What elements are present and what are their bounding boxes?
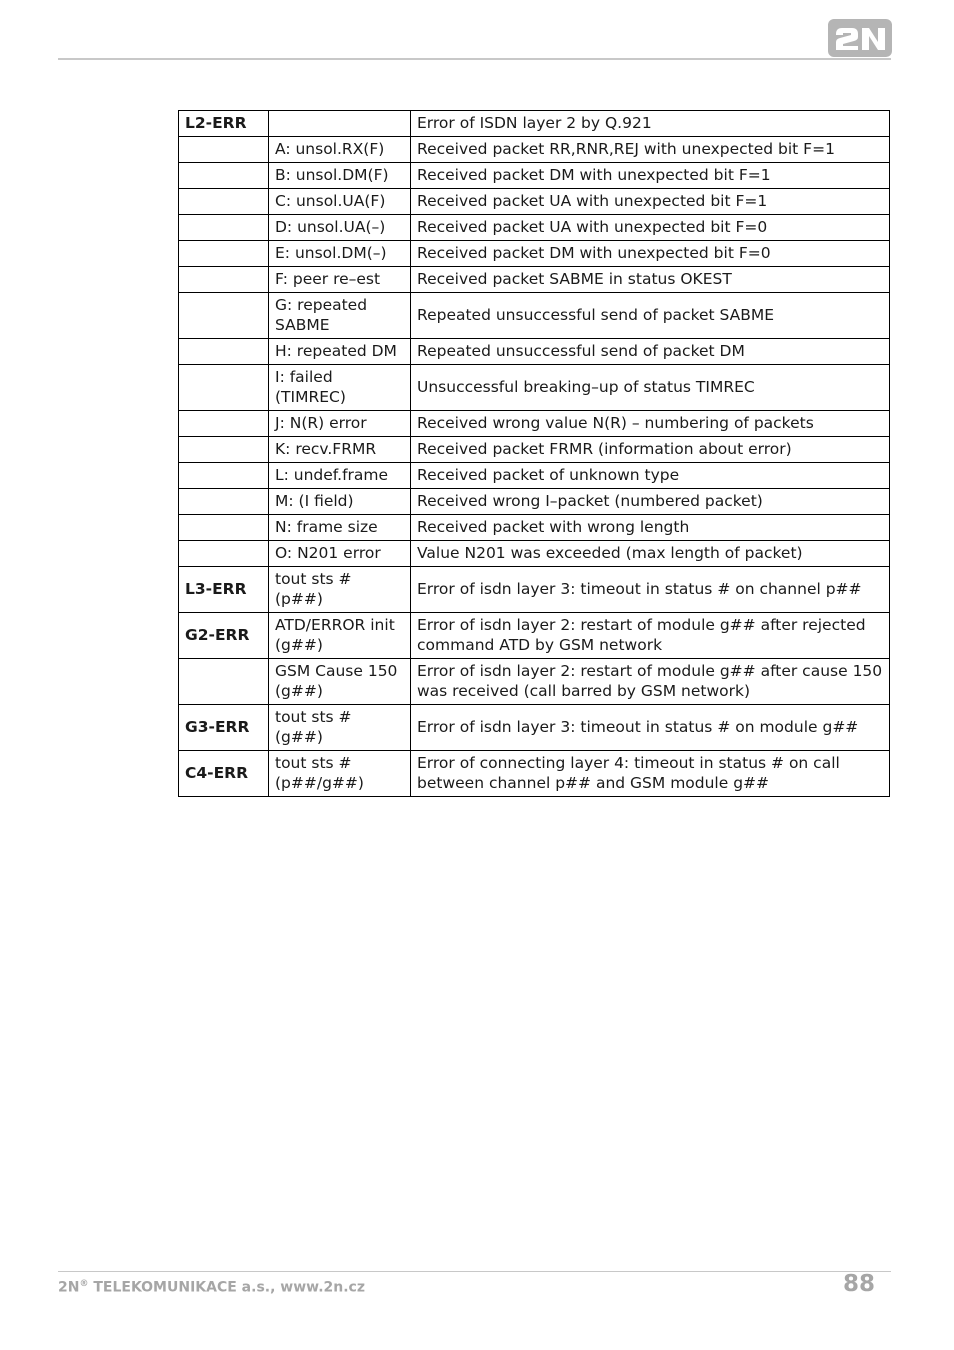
description-cell: Error of isdn layer 3: timeout in status # on channel p## bbox=[411, 567, 890, 613]
subcode-cell: H: repeated DM bbox=[269, 339, 411, 365]
subcode-cell: C: unsol.UA(F) bbox=[269, 189, 411, 215]
footer-company bbox=[58, 1279, 365, 1296]
subcode-cell: tout sts # (p##) bbox=[269, 567, 411, 613]
description-cell: Error of ISDN layer 2 by Q.921 bbox=[411, 111, 890, 137]
code-cell bbox=[179, 437, 269, 463]
description-cell: Received packet SABME in status OKEST bbox=[411, 267, 890, 293]
subcode-cell: M: (I field) bbox=[269, 489, 411, 515]
description-cell: Error of isdn layer 2: restart of module g## after cause 150 was received (call barred by GSM network) bbox=[411, 659, 890, 705]
table-row bbox=[179, 411, 890, 437]
code-cell bbox=[179, 241, 269, 267]
table-row bbox=[179, 567, 890, 613]
subcode-cell bbox=[269, 111, 411, 137]
description-cell: Received packet FRMR (information about error) bbox=[411, 437, 890, 463]
code-cell bbox=[179, 365, 269, 411]
description-cell: Error of isdn layer 3: timeout in status # on module g## bbox=[411, 705, 890, 751]
registered-mark: ® bbox=[79, 1279, 89, 1289]
code-cell: G3-ERR bbox=[179, 705, 269, 751]
subcode-cell: ATD/ERROR init (g##) bbox=[269, 613, 411, 659]
footer-divider bbox=[58, 1271, 891, 1272]
table-row bbox=[179, 365, 890, 411]
table-row bbox=[179, 137, 890, 163]
subcode-cell: GSM Cause 150 (g##) bbox=[269, 659, 411, 705]
table-row bbox=[179, 613, 890, 659]
code-cell bbox=[179, 189, 269, 215]
subcode-cell: tout sts # (g##) bbox=[269, 705, 411, 751]
subcode-cell: G: repeated SABME bbox=[269, 293, 411, 339]
code-cell bbox=[179, 215, 269, 241]
description-cell: Received packet DM with unexpected bit F=0 bbox=[411, 241, 890, 267]
code-cell: C4-ERR bbox=[179, 751, 269, 797]
subcode-cell: K: recv.FRMR bbox=[269, 437, 411, 463]
description-cell: Received packet DM with unexpected bit F=1 bbox=[411, 163, 890, 189]
table-row bbox=[179, 293, 890, 339]
subcode-cell: tout sts # (p##/g##) bbox=[269, 751, 411, 797]
code-cell bbox=[179, 339, 269, 365]
description-cell: Received packet RR,RNR,REJ with unexpected bit F=1 bbox=[411, 137, 890, 163]
footer-company-rest: TELEKOMUNIKACE a.s., www.2n.cz bbox=[88, 1279, 365, 1296]
subcode-cell: N: frame size bbox=[269, 515, 411, 541]
subcode-cell: B: unsol.DM(F) bbox=[269, 163, 411, 189]
subcode-cell: L: undef.frame bbox=[269, 463, 411, 489]
subcode-cell: J: N(R) error bbox=[269, 411, 411, 437]
table-row bbox=[179, 189, 890, 215]
subcode-cell: A: unsol.RX(F) bbox=[269, 137, 411, 163]
subcode-cell: E: unsol.DM(–) bbox=[269, 241, 411, 267]
table-row bbox=[179, 659, 890, 705]
description-cell: Value N201 was exceeded (max length of packet) bbox=[411, 541, 890, 567]
code-cell bbox=[179, 489, 269, 515]
description-cell: Received packet UA with unexpected bit F=1 bbox=[411, 189, 890, 215]
header-divider bbox=[58, 58, 891, 60]
table-row bbox=[179, 751, 890, 797]
code-cell bbox=[179, 515, 269, 541]
code-cell bbox=[179, 293, 269, 339]
table-row bbox=[179, 215, 890, 241]
description-cell: Unsuccessful breaking–up of status TIMREC bbox=[411, 365, 890, 411]
code-cell bbox=[179, 463, 269, 489]
table-row bbox=[179, 339, 890, 365]
table-row bbox=[179, 241, 890, 267]
page-number: 88 bbox=[842, 1271, 875, 1297]
subcode-cell: D: unsol.UA(–) bbox=[269, 215, 411, 241]
table-row bbox=[179, 437, 890, 463]
footer-company-prefix: 2N bbox=[58, 1279, 80, 1296]
table-row bbox=[179, 267, 890, 293]
description-cell: Received packet UA with unexpected bit F=0 bbox=[411, 215, 890, 241]
description-cell: Error of connecting layer 4: timeout in status # on call between channel p## and GSM module g## bbox=[411, 751, 890, 797]
description-cell: Received packet with wrong length bbox=[411, 515, 890, 541]
table-row bbox=[179, 541, 890, 567]
code-cell bbox=[179, 267, 269, 293]
table-row bbox=[179, 111, 890, 137]
code-cell bbox=[179, 541, 269, 567]
subcode-cell: F: peer re–est bbox=[269, 267, 411, 293]
code-cell: L2-ERR bbox=[179, 111, 269, 137]
description-cell: Received wrong I–packet (numbered packet) bbox=[411, 489, 890, 515]
code-cell bbox=[179, 411, 269, 437]
brand-logo bbox=[828, 19, 892, 57]
code-cell bbox=[179, 163, 269, 189]
description-cell: Error of isdn layer 2: restart of module g## after rejected command ATD by GSM network bbox=[411, 613, 890, 659]
code-cell: L3-ERR bbox=[179, 567, 269, 613]
description-cell: Repeated unsuccessful send of packet SABME bbox=[411, 293, 890, 339]
description-cell: Received wrong value N(R) – numbering of packets bbox=[411, 411, 890, 437]
description-cell: Received packet of unknown type bbox=[411, 463, 890, 489]
table-row bbox=[179, 515, 890, 541]
table-row bbox=[179, 163, 890, 189]
code-cell bbox=[179, 659, 269, 705]
table-row bbox=[179, 705, 890, 751]
code-cell bbox=[179, 137, 269, 163]
table-row bbox=[179, 489, 890, 515]
description-cell: Repeated unsuccessful send of packet DM bbox=[411, 339, 890, 365]
subcode-cell: I: failed (TIMREC) bbox=[269, 365, 411, 411]
subcode-cell: O: N201 error bbox=[269, 541, 411, 567]
code-cell: G2-ERR bbox=[179, 613, 269, 659]
table-row bbox=[179, 463, 890, 489]
error-code-table bbox=[178, 110, 890, 797]
